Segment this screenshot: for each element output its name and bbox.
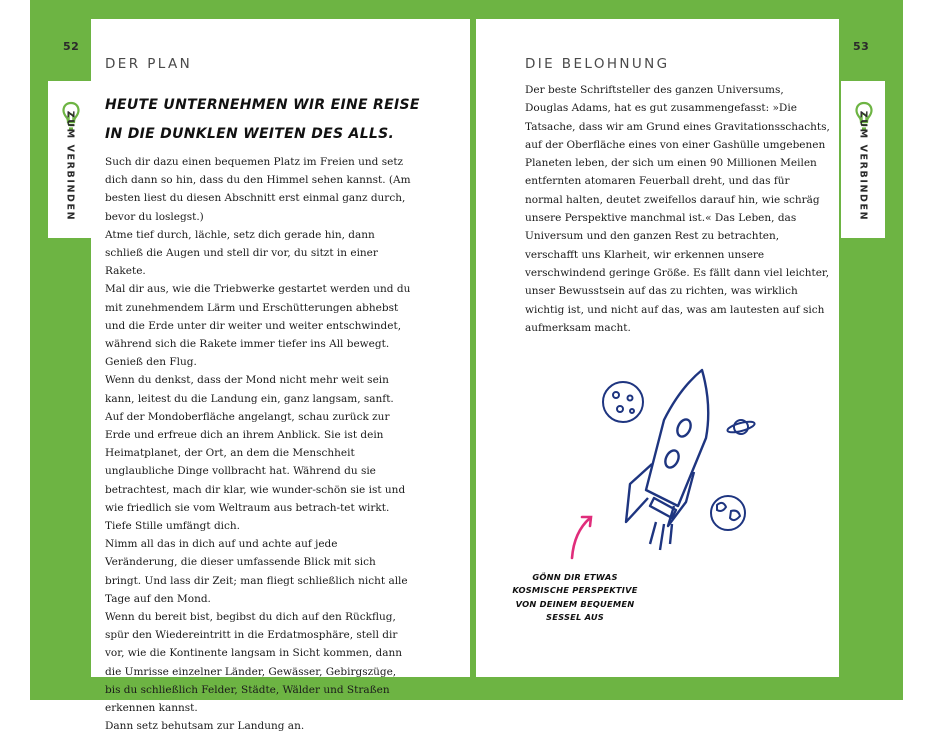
rocket-icon [626,370,708,550]
caption-line: KOSMISCHE PERSPEKTIVE [512,585,638,596]
paragraph: Dann setz behutsam zur Landung an. [105,720,305,733]
paragraph: Nimm all das in dich auf und achte auf jede Veränderung, die dieser umfassende Blick mit sich bringt. Und lass dir Zeit; man fliegt schließlich nicht alle Tage auf den Mond. [105,538,408,605]
arrow-icon [572,517,591,558]
paragraph: Mal dir aus, wie die Triebwerke gestartet werden und du mit zunehmendem Lärm und Erschütterungen abhebst und die Erde unter dir weiter und weiter entschwindet, während sich die Rakete immer tiefer ins All bewegt. Genieß den Flug. [105,283,411,369]
title-line: IN DIE DUNKLEN WEITEN DES ALLS. [105,126,395,142]
planet-icon [726,420,755,435]
paragraph: Such dir dazu einen bequemen Platz im Freien und setz dich dann so hin, dass du den Himmel sehen kannst. (Am besten liest du diesen Abschnitt erst einmal ganz durch, bevor du loslegst.) [105,156,411,223]
body-text-left [105,153,411,736]
earth-icon [711,496,745,530]
body-text-right [525,81,830,337]
moon-icon [603,382,643,422]
caption-line: SESSEL AUS [546,611,604,622]
tab-label-left: ZUM VERBINDEN [64,110,76,222]
tab-label-right: ZUM VERBINDEN [857,110,869,222]
handwritten-title [105,91,435,149]
page-number-right: 53 [853,40,870,53]
side-tab-left [48,81,92,238]
sketch-caption [500,571,650,624]
title-line: HEUTE UNTERNEHMEN WIR EINE REISE [105,97,420,113]
section-heading-right: DIE BELOHNUNG [525,56,670,72]
paragraph: Atme tief durch, lächle, setz dich gerade hin, dann schließ die Augen und stell dir vor, du sitzt in einer Rakete. [105,228,378,278]
caption-line: GÖNN DIR ETWAS [532,572,618,582]
section-heading-left: DER PLAN [105,56,193,72]
page-number-left: 52 [63,40,80,53]
paragraph: Der beste Schriftsteller des ganzen Universums, Douglas Adams, hat es gut zusammengefasst: »Die Tatsache, dass wir am Grund eines Gravitationsschachts, auf der Oberfläche eines von einer Gashülle umgebenen Planeten leben, der sich um einen 90 Millionen Meilen entfernten atomaren Feuerball dreht, und das für normal halten, deutet zweifellos darauf hin, wie schräg unsere Perspektive manchmal ist.« Das Leben, das Universum und den ganzen Rest zu betrachten, verschafft uns Klarheit, wir erkennen unsere verschwindend geringe Größe. Es fällt dann viel leichter, unser Bewusstsein auf das zu richten, was wirklich wichtig ist, und nicht auf das, was am lautesten auf sich aufmerksam macht. [525,84,830,334]
side-tab-right [841,81,885,238]
paragraph: Wenn du bereit bist, begibst du dich auf den Rückflug, spür den Wiedereintritt in die Erdatmosphäre, stell dir vor, wie die Kontinente langsam in Sicht kommen, dann die Umrisse einzelner Länder, Gewässer, Gebirgszüge, bis du schließlich Felder, Städte, Wälder und Straßen erkennen kannst. [105,611,403,715]
rocket-illustration [560,360,790,570]
caption-line: VON DEINEM BEQUEMEN [515,598,635,609]
paragraph: Wenn du denkst, dass der Mond nicht mehr weit sein kann, leitest du die Landung ein, ganz langsam, sanft. Auf der Mondoberfläche angelangt, schau zurück zur Erde und erfreue dich an ihrem Anblick. Sie ist dein Heimatplanet, der Ort, an dem die Menschheit unglaubliche Dinge vollbracht hat. Während du sie betrachtest, mach dir klar, wie wunder-schön sie ist und wie friedlich sie vom Weltraum aus betrach-tet wirkt. Tiefe Stille umfängt dich. [105,374,406,533]
